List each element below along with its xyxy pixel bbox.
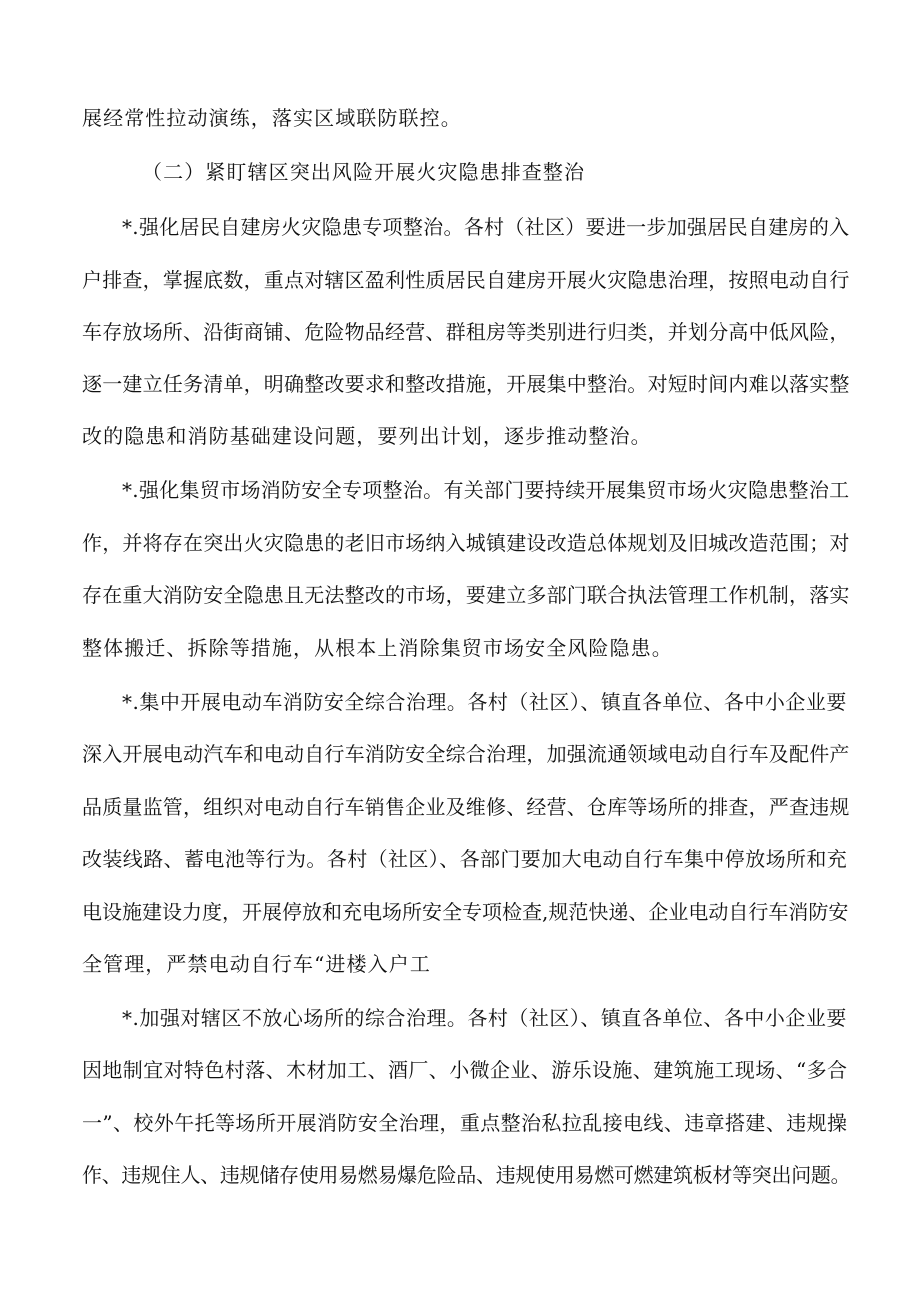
section-heading: （二）紧盯辖区突出风险开展火灾隐患排查整治 bbox=[142, 160, 586, 184]
paragraph-line: 因地制宜对特色村落、木材加工、酒厂、小微企业、游乐设施、建筑施工现场、“多合 bbox=[82, 1058, 848, 1082]
paragraph-line: 存在重大消防安全隐患且无法整改的市场，要建立多部门联合执法管理工作机制，落实 bbox=[82, 583, 850, 607]
paragraph-line: 车存放场所、沿街商铺、危险物品经营、群租房等类别进行归类，并划分高中低风险， bbox=[82, 320, 850, 344]
paragraph-line: 整体搬迁、拆除等措施，从根本上消除集贸市场安全风险隐患。 bbox=[82, 636, 673, 660]
paragraph-line: 电设施建设力度，开展停放和充电场所安全专项检查,规范快递、企业电动自行车消防安 bbox=[82, 900, 849, 924]
paragraph-line: 品质量监管，组织对电动自行车销售企业及维修、经营、仓库等场所的排查，严查违规 bbox=[82, 795, 850, 819]
paragraph-line: 作、违规住人、违规储存使用易燃易爆危险品、违规使用易燃可燃建筑板材等突出问题。 bbox=[82, 1163, 851, 1187]
paragraph-line: 全管理，严禁电动自行车“进楼入户工 bbox=[82, 952, 431, 976]
paragraph-line: *.加强对辖区不放心场所的综合治理。各村（社区）、镇直各单位、各中小企业要 bbox=[122, 1006, 847, 1030]
paragraph-line: *.集中开展电动车消防安全综合治理。各村（社区）、镇直各单位、各中小企业要 bbox=[122, 690, 847, 714]
paragraph-line: *.强化集贸市场消防安全专项整治。有关部门要持续开展集贸市场火灾隐患整治工 bbox=[122, 478, 850, 502]
paragraph-line: 一”、校外午托等场所开展消防安全治理，重点整治私拉乱接电线、违章搭建、违规操 bbox=[82, 1111, 848, 1135]
paragraph-line: 户排查，掌握底数，重点对辖区盈利性质居民自建房开展火灾隐患治理，按照电动自行 bbox=[82, 268, 850, 292]
paragraph-line: 改装线路、蓄电池等行为。各村（社区）、各部门要加大电动自行车集中停放场所和充 bbox=[82, 847, 848, 871]
paragraph-line: 逐一建立任务清单，明确整改要求和整改措施，开展集中整治。对短时间内难以落实整 bbox=[82, 372, 850, 396]
paragraph-line: 深入开展电动汽车和电动自行车消防安全综合治理，加强流通领域电动自行车及配件产 bbox=[82, 742, 850, 766]
paragraph-line: *.强化居民自建房火灾隐患专项整治。各村（社区）要进一步加强居民自建房的入 bbox=[122, 215, 850, 239]
paragraph-line: 改的隐患和消防基础建设问题，要列出计划，逐步推动整治。 bbox=[82, 424, 652, 448]
paragraph-continuation-line: 展经常性拉动演练，落实区域联防联控。 bbox=[82, 106, 462, 130]
paragraph-line: 作，并将存在突出火灾隐患的老旧市场纳入城镇建设改造总体规划及旧城改造范围；对 bbox=[82, 531, 850, 555]
